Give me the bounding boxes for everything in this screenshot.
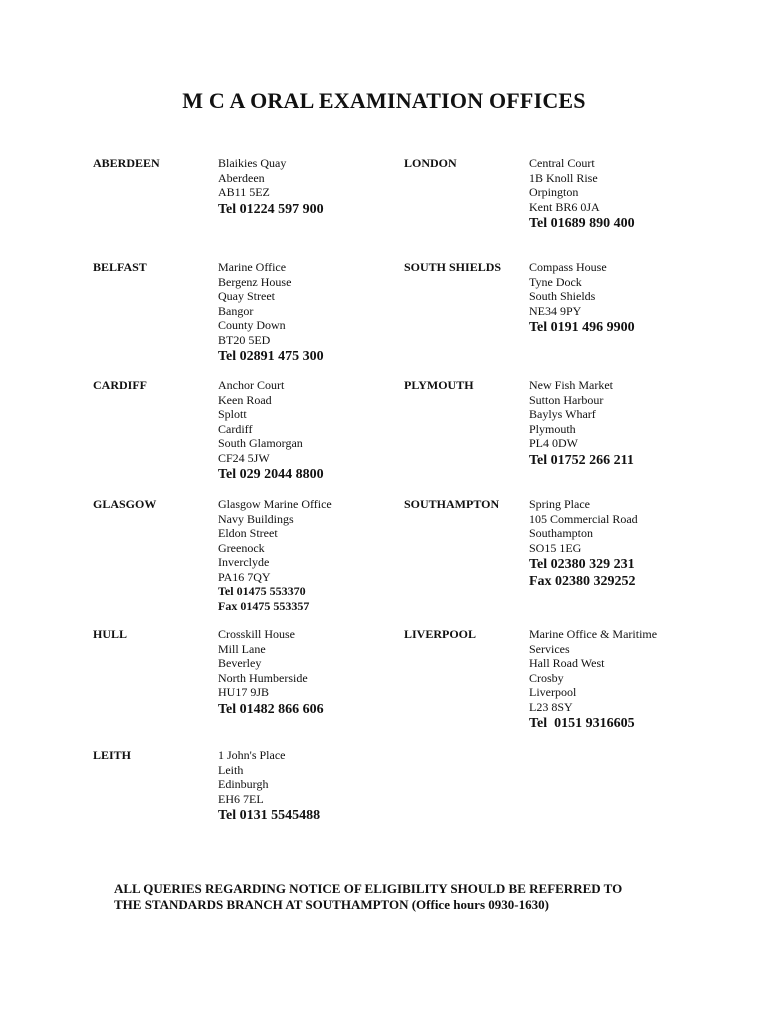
office-address: [218, 378, 324, 483]
address-line: Compass House: [529, 260, 607, 274]
office-address: [529, 156, 635, 232]
page-title: M C A ORAL EXAMINATION OFFICES: [182, 88, 586, 113]
address-line: Anchor Court: [218, 378, 285, 392]
office-name: LEITH: [93, 748, 132, 762]
address-line: PL4 0DW: [529, 436, 578, 450]
office-address: [529, 260, 635, 336]
address-line: CF24 5JW: [218, 450, 270, 465]
address-line: Leith: [218, 762, 244, 777]
address-line: Liverpool: [529, 685, 577, 699]
address-line: HU17 9JB: [218, 685, 270, 699]
telephone: Tel 02380 329 231: [529, 557, 635, 572]
office-name: LONDON: [404, 156, 457, 170]
address-line: Splott: [218, 407, 247, 421]
address-line: Inverclyde: [218, 555, 270, 569]
address-line: North Humberside: [218, 670, 308, 685]
address-line: PA16 7QY: [218, 569, 271, 584]
address-line: Cardiff: [218, 421, 253, 436]
address-line: 1 John's Place: [218, 748, 286, 762]
office-address: [218, 260, 324, 365]
telephone: Tel 01475 553370: [218, 584, 306, 598]
address-line: Marine Office & Maritime: [529, 627, 658, 641]
address-line: Plymouth: [529, 421, 576, 436]
office-name: LIVERPOOL: [404, 627, 477, 641]
telephone: Tel 02891 475 300: [218, 349, 324, 364]
office-address: [529, 497, 638, 590]
address-line: BT20 5ED: [218, 332, 271, 347]
address-line: Central Court: [529, 156, 595, 170]
office-name: PLYMOUTH: [404, 378, 474, 392]
telephone: Tel 01224 597 900: [218, 201, 324, 217]
address-line: 1B Knoll Rise: [529, 170, 598, 185]
office-address: [218, 497, 332, 613]
address-line: Spring Place: [529, 497, 590, 511]
address-line: AB11 5EZ: [218, 185, 270, 199]
address-line: Keen Road: [218, 392, 272, 407]
address-line: Baylys Wharf: [529, 407, 596, 421]
office-name: ABERDEEN: [93, 156, 160, 170]
footer-line: ALL QUERIES REGARDING NOTICE OF ELIGIBILITY SHOULD BE REFERRED TO: [114, 881, 623, 896]
office-name: CARDIFF: [93, 378, 147, 392]
office-name: HULL: [93, 627, 128, 641]
footer-line: THE STANDARDS BRANCH AT SOUTHAMPTON (Office hours 0930-1630): [114, 897, 549, 912]
address-line: Greenock: [218, 540, 265, 555]
address-line: Marine Office: [218, 260, 287, 274]
office-address: [218, 748, 320, 824]
address-line: County Down: [218, 318, 286, 332]
telephone: Tel 01752 266 211: [529, 452, 634, 468]
office-name: GLASGOW: [93, 497, 157, 511]
address-line: New Fish Market: [529, 378, 613, 392]
address-line: L23 8SY: [529, 699, 573, 714]
address-line: Navy Buildings: [218, 511, 294, 526]
telephone: Tel 01482 866 606: [218, 701, 324, 717]
footer-note: [114, 881, 674, 913]
address-line: Services: [529, 641, 570, 656]
address-line: 105 Commercial Road: [529, 511, 638, 526]
address-line: Edinburgh: [218, 777, 269, 791]
address-line: Bangor: [218, 303, 254, 318]
telephone: Tel 01689 890 400: [529, 216, 635, 231]
office-address: [529, 627, 657, 732]
address-line: South Glamorgan: [218, 436, 303, 450]
address-line: Quay Street: [218, 289, 275, 303]
address-line: Mill Lane: [218, 641, 266, 656]
address-line: Bergenz House: [218, 274, 292, 289]
office-name: BELFAST: [93, 260, 147, 274]
address-line: Eldon Street: [218, 526, 278, 540]
office-address: [529, 378, 634, 469]
office-address: [218, 627, 324, 718]
address-line: Sutton Harbour: [529, 392, 604, 407]
telephone: Tel 029 2044 8800: [218, 467, 324, 482]
fax: Fax 01475 553357: [218, 598, 310, 613]
office-name: SOUTH SHIELDS: [404, 260, 502, 274]
address-line: Crosby: [529, 670, 564, 685]
fax: Fax 02380 329252: [529, 574, 636, 589]
address-line: Glasgow Marine Office: [218, 497, 332, 511]
telephone: Tel 0151 9316605: [529, 716, 635, 731]
office-address: [218, 156, 324, 218]
address-line: NE34 9PY: [529, 303, 582, 318]
address-line: Aberdeen: [218, 170, 265, 185]
address-line: Blaikies Quay: [218, 156, 287, 170]
address-line: SO15 1EG: [529, 540, 582, 555]
telephone: Tel 0131 5545488: [218, 808, 321, 823]
address-line: Tyne Dock: [529, 274, 582, 289]
telephone: Tel 0191 496 9900: [529, 320, 635, 335]
address-line: Southampton: [529, 526, 594, 540]
address-line: Hall Road West: [529, 656, 605, 670]
address-line: South Shields: [529, 289, 596, 303]
address-line: Crosskill House: [218, 627, 296, 641]
office-name: SOUTHAMPTON: [404, 497, 500, 511]
address-line: Orpington: [529, 185, 579, 199]
address-line: Kent BR6 0JA: [529, 199, 600, 214]
address-line: EH6 7EL: [218, 791, 264, 806]
address-line: Beverley: [218, 656, 262, 670]
